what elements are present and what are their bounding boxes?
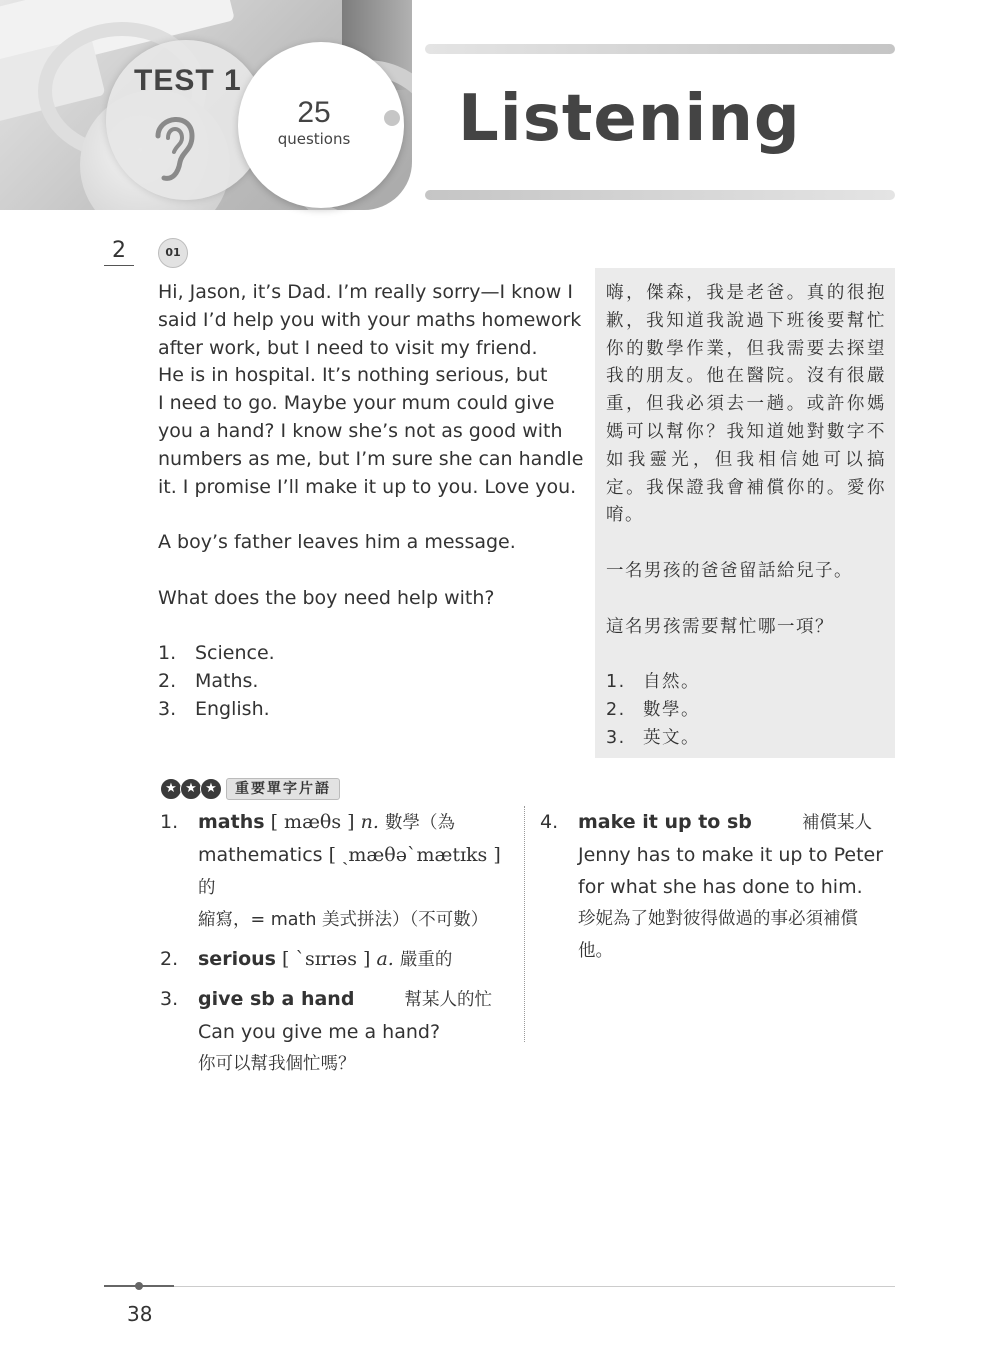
- vocab-meaning: 幫某人的忙: [404, 990, 493, 1010]
- translation-option: [606, 697, 886, 725]
- vocab-example: Can you give me a hand?: [198, 1021, 441, 1043]
- script-line: Hi, Jason, it’s Dad. I’m really sorry—I know I: [158, 281, 573, 303]
- vocab-pos: n.: [360, 811, 379, 833]
- vocab-section-header: [160, 778, 340, 800]
- vocab-term: serious: [198, 948, 276, 970]
- option-number: 1.: [158, 642, 177, 665]
- script-line: He is in hospital. It’s nothing serious, but: [158, 364, 548, 387]
- translation-option: [606, 725, 886, 753]
- option-number: 3.: [606, 727, 626, 748]
- option-text: English.: [195, 697, 270, 720]
- option-number: 2.: [606, 699, 626, 720]
- star-icon: ★: [200, 778, 222, 800]
- translation-box: [595, 268, 895, 758]
- vocab-column-left: [160, 806, 515, 1087]
- question-count: 25: [297, 96, 331, 129]
- vocab-ipa: [ ˋsɪrɪəs ]: [282, 948, 371, 970]
- question-count-label: questions: [277, 130, 351, 148]
- english-script: [158, 279, 588, 724]
- translation-situation: 一名男孩的爸爸留話給兒子。: [606, 560, 853, 581]
- vocab-number: 4.: [540, 811, 559, 833]
- vocab-entry: [160, 806, 515, 936]
- page-number: 38: [127, 1302, 153, 1326]
- star-rating: [160, 778, 220, 800]
- script-line: said I’d help you with your maths homework: [158, 308, 582, 331]
- vocab-term: maths: [198, 811, 265, 833]
- answer-option: [158, 640, 588, 668]
- vocab-note: 縮寫，= math 美式拼法）（不可數）: [198, 910, 489, 930]
- vocab-number: 3.: [160, 988, 179, 1010]
- vocab-example-translation: 珍妮為了她對彼得做過的事必須補償: [578, 909, 858, 929]
- vocab-ipa: [ mæθs ]: [270, 811, 355, 833]
- footer-dot: [135, 1282, 143, 1290]
- option-text: 自然。: [643, 672, 700, 693]
- vocab-example-translation: 他。: [578, 941, 613, 961]
- vocab-entry: [160, 983, 515, 1080]
- option-text: 數學。: [643, 699, 700, 720]
- vocab-pos: a.: [376, 948, 394, 970]
- translation-script: 嗨，傑森，我是老爸。真的很抱歉，我知道我說過下班後要幫忙你的數學作業，但我需要去探望我的朋友。他在醫院。沒有很嚴重，但我必須去一趟。或許你媽媽可以幫你？我知道她對數字不如我靈光，但我相信她可以搞定。我保證我會補償你的。愛你唷。: [606, 283, 886, 526]
- vocab-number: 1.: [160, 811, 179, 833]
- vocab-meaning: 嚴重的: [399, 950, 453, 970]
- question-number: 2: [112, 238, 126, 263]
- answer-option: [158, 668, 588, 696]
- audio-track-badge: 01: [158, 238, 188, 268]
- situation-text: A boy’s father leaves him a message.: [158, 531, 516, 554]
- star-icon: ★: [180, 778, 202, 800]
- option-text: 英文。: [643, 727, 700, 748]
- answer-option: [158, 696, 588, 724]
- vocab-note-suffix: 的: [198, 878, 216, 898]
- vocab-entry: [160, 943, 515, 976]
- translation-option: [606, 669, 886, 697]
- vocab-number: 2.: [160, 948, 179, 970]
- title-bar-top: [425, 44, 895, 54]
- option-number: 3.: [158, 697, 177, 720]
- star-icon: ★: [160, 778, 182, 800]
- test-label: TEST 1: [134, 64, 242, 97]
- vocab-example-translation: 你可以幫我個忙嗎？: [198, 1054, 356, 1074]
- vocab-example: Jenny has to make it up to Peter: [578, 844, 884, 866]
- script-line: it. I promise I’ll make it up to you. Love you.: [158, 475, 577, 498]
- vocab-meaning: 數學（為: [384, 813, 455, 833]
- ear-icon: [150, 106, 200, 186]
- title-bar-bottom: [425, 190, 895, 200]
- section-title: Listening: [458, 82, 801, 156]
- option-number: 1.: [606, 672, 626, 693]
- decor-dot: [384, 110, 400, 126]
- script-line: after work, but I need to visit my friend.: [158, 336, 538, 359]
- vocab-entry: [540, 806, 895, 967]
- vocab-term: give sb a hand: [198, 988, 355, 1010]
- vocab-meaning: 補償某人: [801, 813, 872, 833]
- vocab-note-word: mathematics: [198, 844, 323, 866]
- script-line: I need to go. Maybe your mum could give: [158, 392, 555, 415]
- vocab-example: for what she has done to him.: [578, 876, 863, 898]
- footer-rule: [104, 1286, 895, 1287]
- vocab-column-right: [540, 806, 895, 974]
- option-text: Maths.: [195, 670, 259, 693]
- question-prompt: What does the boy need help with?: [158, 586, 495, 609]
- vocab-section-title: 重要單字片語: [226, 778, 340, 800]
- translation-prompt: 這名男孩需要幫忙哪一項？: [606, 616, 834, 637]
- question-number-underline: [104, 265, 134, 266]
- vocab-note-ipa: [ ˏmæθəˋmætɪks ]: [328, 844, 501, 866]
- vocab-term: make it up to sb: [578, 811, 752, 833]
- option-number: 2.: [158, 670, 177, 693]
- vocab-column-divider: [524, 806, 525, 1042]
- option-text: Science.: [195, 642, 275, 665]
- script-line: you a hand? I know she’s not as good with: [158, 419, 563, 442]
- script-line: numbers as me, but I’m sure she can handle: [158, 447, 584, 470]
